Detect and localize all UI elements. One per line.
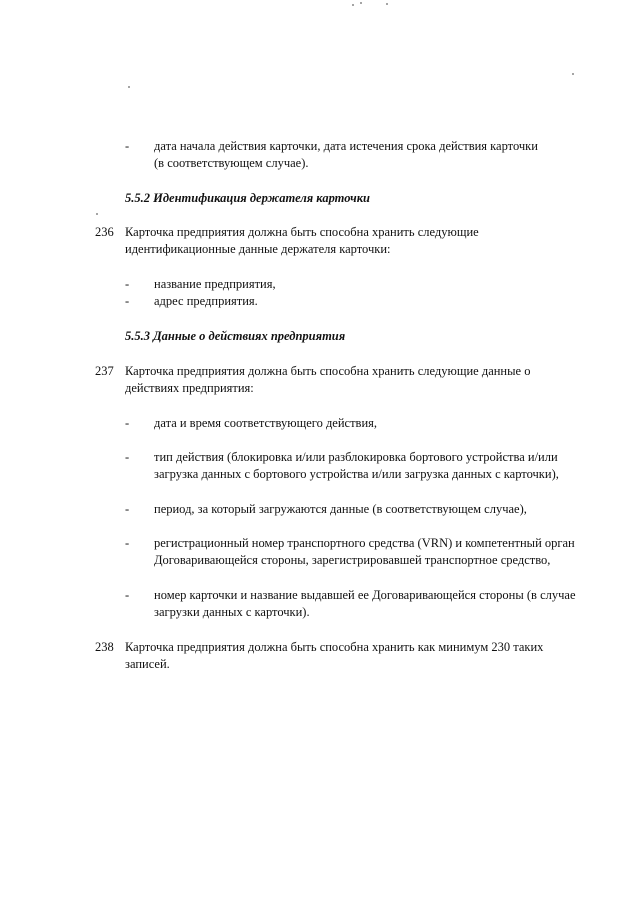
list-item-company-address: адрес предприятия. — [154, 294, 258, 308]
scan-speck — [128, 86, 130, 88]
paragraph-238-text: Карточка предприятия должна быть способна хранить как минимум 230 таких — [125, 640, 544, 654]
paragraph-236-text-cont: идентификационные данные держателя карточки: — [125, 242, 391, 256]
list-item-date-time: дата и время соответствующего действия, — [154, 416, 378, 430]
list-item-card-number-cont: загрузки данных с карточки). — [154, 605, 310, 619]
list-dash: - — [125, 536, 130, 550]
paragraph-number-237: 237 — [95, 364, 114, 378]
scan-speck — [386, 3, 388, 5]
section-heading-552: 5.5.2 Идентификация держателя карточки — [125, 191, 370, 205]
scan-speck — [572, 73, 574, 75]
paragraph-number-236: 236 — [95, 225, 114, 239]
list-dash: - — [125, 294, 130, 308]
list-item-card-number: номер карточки и название выдавшей ее Договаривающейся стороны (в случае — [154, 588, 576, 602]
scan-speck — [352, 4, 354, 6]
list-item-period: период, за который загружаются данные (в соответствующем случае), — [154, 502, 527, 516]
list-dash: - — [125, 450, 130, 464]
list-dash: - — [125, 588, 130, 602]
list-dash: - — [125, 277, 130, 291]
list-item-action-type-cont: загрузка данных с бортового устройства и/или загрузка данных с карточки), — [154, 467, 559, 481]
list-item-action-type: тип действия (блокировка и/или разблокировка бортового устройства и/или — [154, 450, 558, 464]
scan-speck — [96, 213, 98, 215]
list-item-company-name: название предприятия, — [154, 277, 276, 291]
list-item-card-dates: дата начала действия карточки, дата истечения срока действия карточки — [154, 139, 538, 153]
list-dash: - — [125, 502, 130, 516]
section-heading-553: 5.5.3 Данные о действиях предприятия — [125, 329, 346, 343]
list-dash: - — [125, 139, 130, 153]
paragraph-237-text: Карточка предприятия должна быть способна хранить следующие данные о — [125, 364, 531, 378]
scan-speck — [360, 2, 362, 4]
paragraph-number-238: 238 — [95, 640, 114, 654]
list-dash: - — [125, 416, 130, 430]
paragraph-238-text-cont: записей. — [125, 657, 170, 671]
paragraph-236-text: Карточка предприятия должна быть способна хранить следующие — [125, 225, 479, 239]
paragraph-237-text-cont: действиях предприятия: — [125, 381, 254, 395]
list-item-vrn: регистрационный номер транспортного средства (VRN) и компетентный орган — [154, 536, 575, 550]
list-item-vrn-cont: Договаривающейся стороны, зарегистрировавшей транспортное средство, — [154, 553, 551, 567]
list-item-card-dates-cont: (в соответствующем случае). — [154, 156, 309, 170]
